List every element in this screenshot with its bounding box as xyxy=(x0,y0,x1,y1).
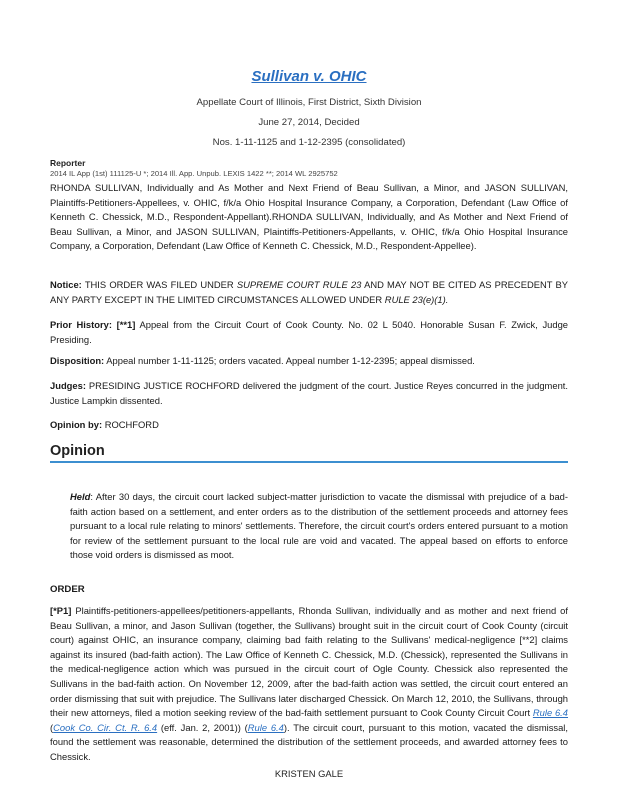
opinion-by-text: ROCHFORD xyxy=(104,419,159,430)
judges-label: Judges: xyxy=(50,380,86,391)
reporter-citation: 2014 IL App (1st) 111125-U *; 2014 Ill. App. Unpub. LEXIS 1422 **; 2014 WL 2925752 xyxy=(50,169,338,178)
notice-paragraph xyxy=(50,278,568,307)
prior-history-marker: [**1] xyxy=(116,319,136,330)
order-heading: ORDER xyxy=(50,584,85,595)
held-paragraph xyxy=(70,490,568,563)
held-text: : After 30 days, the circuit court lacked subject-matter jurisdiction to vacate the dismissal with prejudice of a bad-faith action based on a settlement, and enter orders as to the distribution of the settlement proceeds and attorney fees pursuant to a local rule relating to minors' settlements. Therefore, the circuit court's orders entered pursuant to a motion for review of the settlement pursuant to the local rule are void and vacated. The appeal based on efforts to enforce those void orders is dismissed as moot. xyxy=(70,491,568,561)
prior-history-paragraph xyxy=(50,318,568,347)
parties-paragraph: RHONDA SULLIVAN, Individually and As Mother and Next Friend of Beau Sullivan, a Minor, and JASON SULLIVAN, Plaintiffs-Petitioners-Appellees, v. OHIC, f/k/a Ohio Hospital Insurance Company, a Corporation, Defendant (Law Office of Kenneth C. Chessick, M.D., Respondent-Appellant).RHONDA SULLIVAN, Individually, and As Mother and Next Friend of Beau Sullivan, a Minor, and JASON SULLIVAN, Plaintiffs-Petitioners-Appellants, v. OHIC, f/k/a Ohio Hospital Insurance Company, a Corporation, Defendant (Law Office of Kenneth C. Chessick, M.D., Respondent-Appellee). xyxy=(50,182,568,252)
opinion-by-label: Opinion by: xyxy=(50,419,103,430)
order-text-2: ( xyxy=(50,721,54,733)
reporter-heading: Reporter xyxy=(50,158,86,168)
notice-text-a: THIS ORDER WAS FILED UNDER xyxy=(84,279,234,290)
order-marker: [*P1] xyxy=(50,605,72,616)
order-paragraph xyxy=(50,604,568,765)
notice-text-b: AND MAY NOT BE CITED AS PRECEDENT BY ANY PARTY EXCEPT IN THE LIMITED CIRCUMSTANCES ALLOWED UNDER xyxy=(50,279,568,305)
notice-rule-b: RULE 23(e)(1). xyxy=(384,293,449,305)
judges-paragraph xyxy=(50,379,568,408)
judges-text: PRESIDING JUSTICE ROCHFORD delivered the judgment of the court. Justice Reyes concurred in the judgment. Justice Lampkin dissented. xyxy=(50,380,568,406)
court-name: Appellate Court of Illinois, First District, Sixth Division xyxy=(196,97,422,108)
decided-date: June 27, 2014, Decided xyxy=(258,117,360,128)
opinion-heading: Opinion xyxy=(50,443,105,459)
notice-label: Notice: xyxy=(50,279,82,290)
opinion-by-paragraph xyxy=(50,418,568,433)
cook-county-rule-link[interactable]: Cook Co. Cir. Ct. R. 6.4 xyxy=(53,721,158,733)
order-text-4: ). The circuit court, pursuant to this motion, vacated the dismissal, found the settlement was reasonable, determined the distribution of the settlement proceeds, and awarded attorney fees to Chessick. xyxy=(50,721,568,762)
order-text-3: (eff. Jan. 2, 2001)) ( xyxy=(160,721,248,733)
notice-rule-a: SUPREME COURT RULE 23 xyxy=(236,279,362,290)
disposition-label: Disposition: xyxy=(50,355,105,366)
held-label: Held xyxy=(70,491,91,502)
order-text-1: Plaintiffs-petitioners-appellees/petitioners-appellants, Rhonda Sullivan, individually and as mother and next friend of Beau Sullivan, a minor, and Jason Sullivan (together, the Sullivans) brought suit in the circuit court of Cook County (circuit court) against OHIC, an insurance company, claiming bad faith relating to the Sullivans' medical-negligence [**2] claims against its insured (bad-faith action). The Law Office of Kenneth C. Chessick, M.D. (Chessick), represented the Sullivans in the medical-negligence action which was pursued in the circuit court of Ogle County. Chessick also represented the Sullivans in the bad-faith action. On November 12, 2009, after the bad-faith action was settled, the circuit court entered an order dismissing that suit with prejudice. The Sullivans later discharged Chessick. On March 12, 2010, the Sullivans, through their new attorneys, filed a motion seeking review of the bad-faith settlement pursuant to Cook County Circuit Court xyxy=(50,605,568,719)
disposition-text: Appeal number 1-11-1125; orders vacated. Appeal number 1-12-2395; appeal dismissed. xyxy=(106,355,475,366)
rule-6-4-link[interactable]: Rule 6.4 xyxy=(532,707,569,719)
disposition-paragraph xyxy=(50,354,568,369)
footer-name: KRISTEN GALE xyxy=(274,768,344,779)
case-title[interactable]: Sullivan v. OHIC xyxy=(251,68,367,85)
rule-6-4-link-2[interactable]: Rule 6.4 xyxy=(247,721,284,733)
opinion-divider xyxy=(50,461,568,463)
prior-history-label: Prior History: xyxy=(50,319,112,330)
prior-history-text: Appeal from the Circuit Court of Cook County. No. 02 L 5040. Honorable Susan F. Zwick, Judge Presiding. xyxy=(50,319,569,345)
case-numbers: Nos. 1-11-1125 and 1-12-2395 (consolidated) xyxy=(212,137,406,148)
